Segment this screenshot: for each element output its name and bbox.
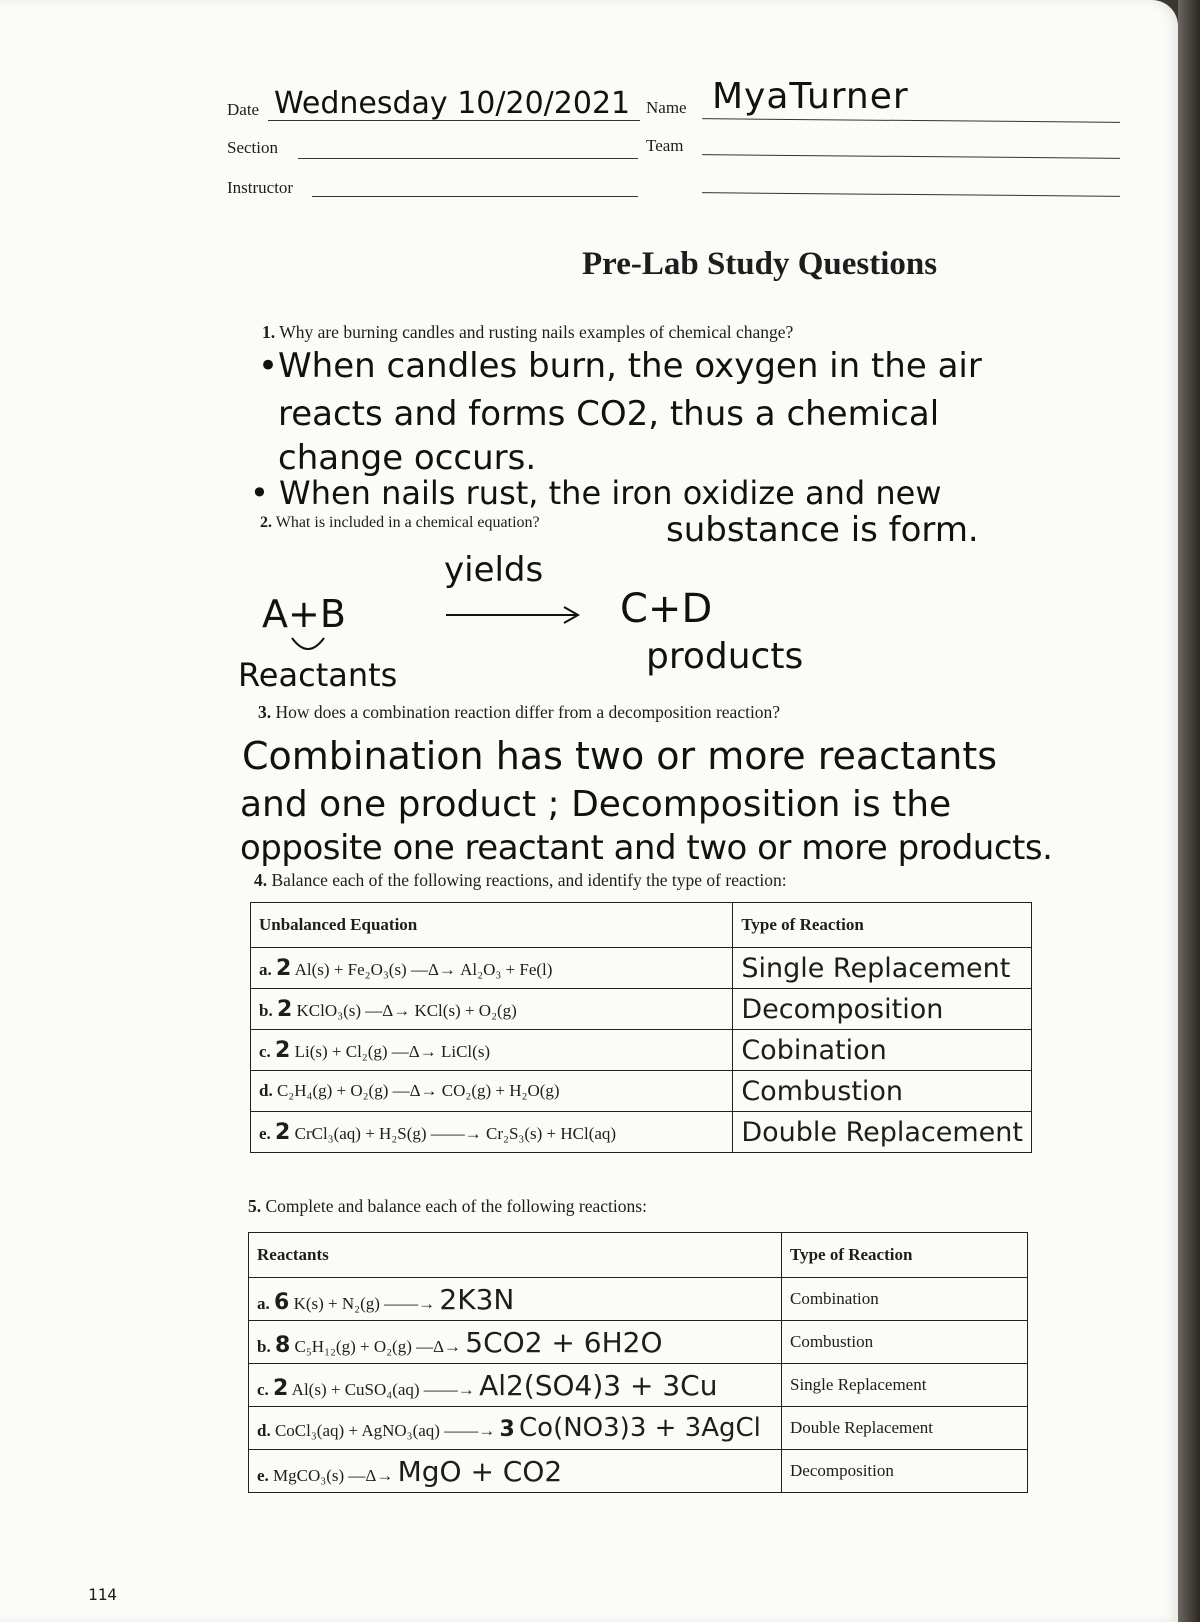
question-3-text: How does a combination reaction differ from a decomposition reaction? [275, 702, 781, 722]
question-1-number: 1. [262, 322, 276, 342]
product-answer: 5CO2 + 6H2O [465, 1325, 663, 1359]
q4-col-equation: Unbalanced Equation [251, 903, 733, 948]
page-edge [1178, 0, 1200, 1622]
table-q5 [248, 1232, 1028, 1493]
type-answer: Cobination [741, 1034, 887, 1066]
q5-row-b-reactants [249, 1321, 782, 1364]
q4-row-b-type [733, 989, 1032, 1030]
question-2-number: 2. [260, 514, 272, 531]
row-label: e. [257, 1465, 269, 1485]
question-4 [254, 870, 787, 891]
row-label: b. [259, 1000, 273, 1020]
q4-row-e-type [733, 1112, 1032, 1153]
q5-row-e-type: Decomposition [782, 1450, 1028, 1493]
team-label: Team [646, 136, 684, 155]
equation-text: Li(s) + Cl₂(g) —Δ→ LiCl(s) [294, 1041, 491, 1061]
equation-text: Al(s) + Fe₂O₃(s) —Δ→ Al₂O₃ + Fe(l) [294, 959, 553, 979]
q5-row-c-type: Single Replacement [782, 1364, 1028, 1407]
product-answer: 2K3N [439, 1282, 515, 1316]
question-1-text: Why are burning candles and rusting nails examples of chemical change? [279, 322, 794, 342]
question-1 [262, 322, 793, 343]
question-3-number: 3. [258, 702, 272, 722]
table-row [251, 1071, 1032, 1112]
question-2 [260, 514, 540, 532]
coefficient: 8 [274, 1332, 291, 1358]
answer-3-line-1: Combination has two or more reactants [242, 734, 998, 778]
coefficient: 6 [274, 1289, 290, 1315]
q4-row-d-equation [251, 1071, 733, 1112]
name-label: Name [646, 98, 687, 117]
q4-row-b-equation [251, 989, 733, 1030]
q5-row-d-reactants [249, 1407, 782, 1450]
type-answer: Single Replacement [741, 952, 1011, 984]
coefficient: 2 [276, 996, 293, 1022]
date-value: Wednesday 10/20/2021 [274, 86, 631, 121]
reactants-text: K(s) + N₂(g) ——→ [293, 1293, 436, 1313]
date-label: Date [227, 100, 260, 119]
row-label: b. [257, 1336, 271, 1356]
question-5-text: Complete and balance each of the following reactions: [265, 1196, 647, 1216]
reactants-formula: A+B [262, 592, 346, 636]
answer-1-line-5: substance is form. [666, 510, 979, 550]
q4-row-c-type [733, 1030, 1032, 1071]
coefficient: 2 [275, 1037, 291, 1063]
q5-row-e-reactants [249, 1450, 782, 1493]
yields-label: yields [444, 550, 544, 590]
question-2-text: What is included in a chemical equation? [275, 514, 540, 531]
type-answer: Combustion [741, 1075, 904, 1107]
reactants-text: MgCO₃(s) —Δ→ [273, 1465, 394, 1485]
row-label: e. [259, 1123, 271, 1143]
q4-row-c-equation [251, 1030, 733, 1071]
row-label: c. [257, 1379, 269, 1399]
instructor-label: Instructor [227, 178, 294, 197]
question-5 [248, 1196, 647, 1217]
equation-text: C₂H₄(g) + O₂(g) —Δ→ CO₂(g) + H₂O(g) [276, 1081, 560, 1100]
product-answer: Co(NO3)3 + 3AgCl [519, 1413, 761, 1443]
question-5-number: 5. [248, 1196, 262, 1216]
row-label: a. [257, 1293, 270, 1313]
q5-row-b-type: Combustion [782, 1321, 1028, 1364]
q5-row-c-reactants [249, 1364, 782, 1407]
q4-row-d-type [733, 1071, 1032, 1112]
table-row [249, 1321, 1028, 1364]
table-row [251, 1112, 1032, 1153]
q5-row-d-type: Double Replacement [782, 1407, 1028, 1450]
q5-row-a-type: Combination [782, 1278, 1028, 1321]
row-label: c. [259, 1041, 271, 1061]
coefficient: 3 [499, 1417, 515, 1442]
answer-1-line-4: • When nails rust, the iron oxidize and new [250, 474, 942, 512]
coefficient: 2 [275, 1119, 291, 1145]
table-row [249, 1407, 1028, 1450]
coefficient: 2 [276, 955, 292, 981]
q4-row-e-equation [251, 1112, 733, 1153]
table-row [251, 1030, 1032, 1071]
yields-arrow-icon [444, 604, 584, 626]
table-row [251, 948, 1032, 989]
answer-1-line-1: •When candles burn, the oxygen in the air [258, 346, 982, 386]
page-number: 114 [88, 1585, 117, 1604]
table-row [249, 1450, 1028, 1493]
product-answer: MgO + CO2 [397, 1454, 563, 1488]
question-4-text: Balance each of the following reactions, and identify the type of reaction: [271, 870, 787, 890]
row-label: d. [259, 1081, 273, 1100]
type-answer: Decomposition [741, 993, 944, 1025]
q4-col-type: Type of Reaction [733, 903, 1032, 948]
reactants-label: Reactants [238, 656, 398, 694]
q5-col-reactants: Reactants [249, 1233, 782, 1278]
reactants-text: Al(s) + CuSO₄(aq) ——→ [291, 1379, 475, 1399]
answer-1-line-2: reacts and forms CO2, thus a chemical [278, 394, 940, 434]
table-row [249, 1364, 1028, 1407]
table-row [251, 989, 1032, 1030]
section-line [298, 158, 638, 159]
answer-1-line-3: change occurs. [278, 438, 537, 478]
reactants-text: C₅H₁₂(g) + O₂(g) —Δ→ [294, 1336, 462, 1356]
name-value: MyaTurner [712, 76, 909, 117]
page-title: Pre-Lab Study Questions [582, 246, 938, 282]
equation-text: KClO₃(s) —Δ→ KCl(s) + O₂(g) [296, 1000, 517, 1020]
product-answer: Al2(SO4)3 + 3Cu [479, 1368, 718, 1402]
q5-row-a-reactants [249, 1278, 782, 1321]
q5-col-type: Type of Reaction [782, 1233, 1028, 1278]
type-answer: Double Replacement [741, 1116, 1023, 1148]
equation-text: CrCl₃(aq) + H₂S(g) ——→ Cr₂S₃(s) + HCl(aq) [294, 1123, 617, 1143]
answer-3-line-3: opposite one reactant and two or more products. [240, 828, 1053, 868]
instructor-line [312, 196, 638, 197]
q4-row-a-type [733, 948, 1032, 989]
answer-3-line-2: and one product ; Decomposition is the [240, 784, 952, 825]
row-label: a. [259, 959, 272, 979]
row-label: d. [257, 1421, 271, 1440]
coefficient: 2 [273, 1375, 289, 1401]
q4-row-a-equation [251, 948, 733, 989]
reactants-brace-icon [288, 634, 328, 656]
question-3 [258, 702, 780, 723]
table-q4 [250, 902, 1032, 1153]
question-4-number: 4. [254, 870, 268, 890]
reactants-text: CoCl₃(aq) + AgNO₃(aq) ——→ [274, 1421, 496, 1440]
table-row [249, 1278, 1028, 1321]
products-label: products [646, 636, 804, 677]
products-formula: C+D [620, 586, 713, 632]
section-label: Section [227, 138, 278, 157]
